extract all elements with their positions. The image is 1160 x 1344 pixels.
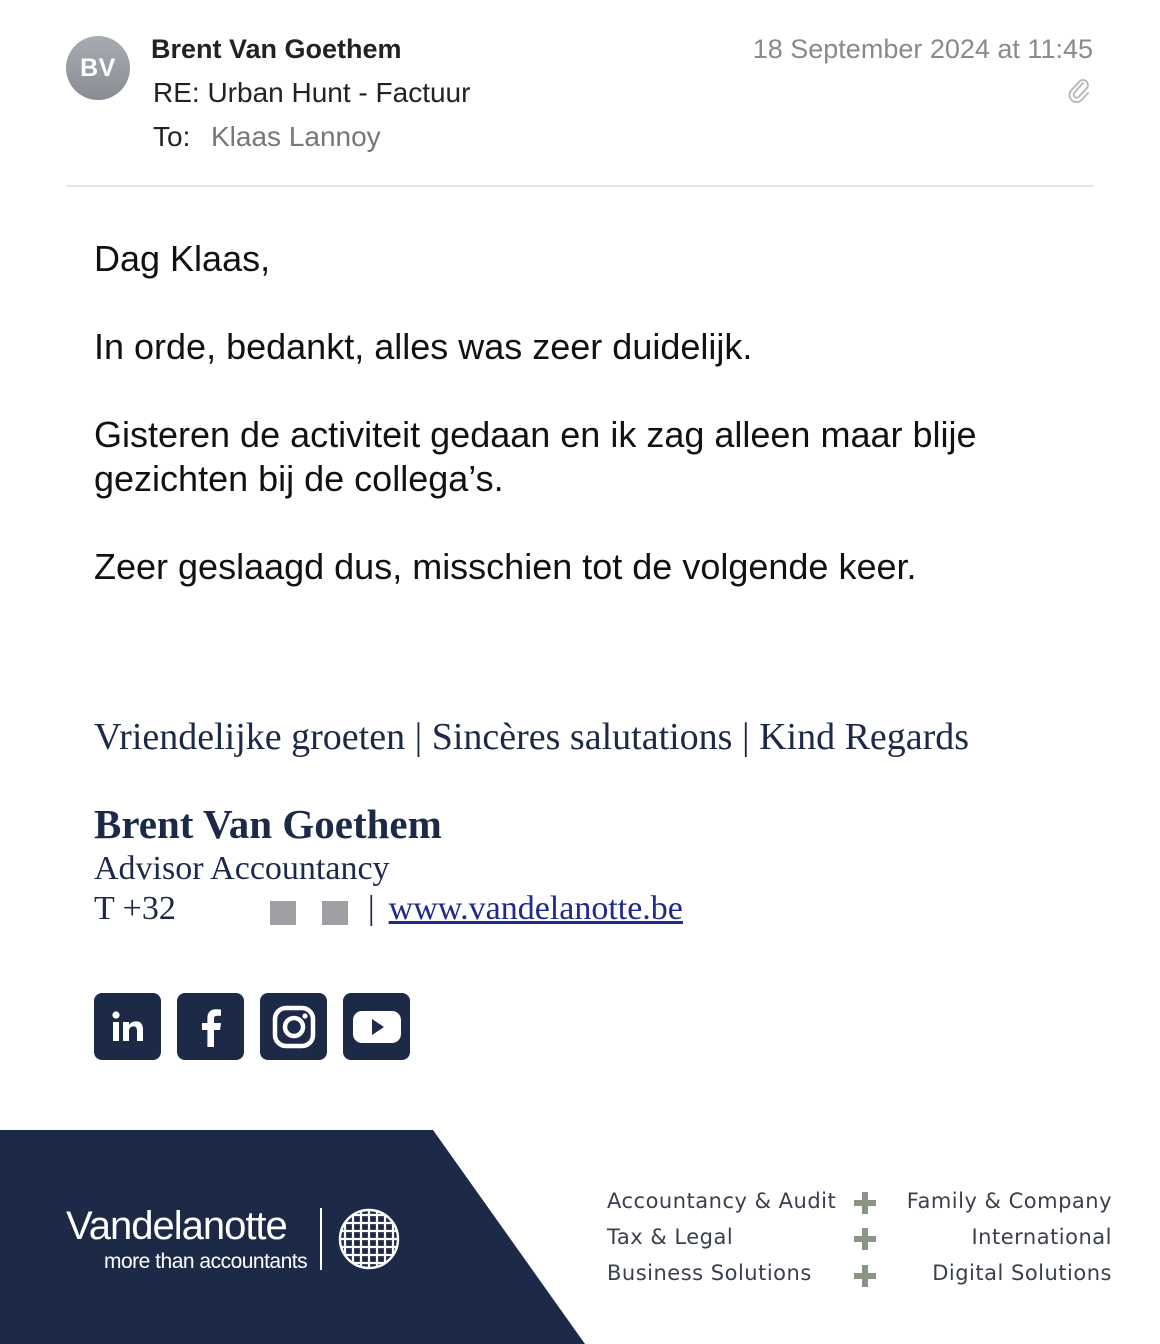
- signature-regards: Vriendelijke groeten | Sincères salutations | Kind Regards: [94, 716, 970, 758]
- signature-role: Advisor Accountancy: [94, 850, 390, 887]
- separator: |: [367, 890, 375, 927]
- redaction-mark: [322, 901, 348, 925]
- website-link[interactable]: www.vandelanotte.be: [388, 890, 683, 927]
- youtube-icon[interactable]: [343, 993, 410, 1060]
- signature-name: Brent Van Goethem: [94, 801, 442, 847]
- service-item: Business Solutions: [607, 1261, 812, 1285]
- plus-icon: [854, 1192, 876, 1214]
- globe-icon: [338, 1208, 400, 1270]
- to-label: To:: [153, 121, 191, 152]
- body-paragraph: Zeer geslaagd dus, misschien tot de volgende keer.: [94, 546, 917, 587]
- company-logo[interactable]: [66, 1204, 308, 1273]
- email-subject: RE: Urban Hunt - Factuur: [153, 77, 471, 108]
- service-item: Family & Company: [906, 1189, 1112, 1213]
- avatar: BV: [66, 36, 130, 100]
- logo-divider: [320, 1208, 322, 1270]
- social-links: [94, 993, 410, 1060]
- body-paragraph: In orde, bedankt, alles was zeer duidelijk.: [94, 326, 753, 367]
- sender-name[interactable]: Brent Van Goethem: [151, 34, 402, 64]
- phone-prefix: T +32: [94, 890, 176, 927]
- email-date: 18 September 2024 at 11:45: [752, 34, 1093, 64]
- recipient-name[interactable]: Klaas Lannoy: [211, 121, 381, 152]
- plus-icon: [854, 1228, 876, 1250]
- service-item: Tax & Legal: [607, 1225, 734, 1249]
- header-divider: [66, 185, 1094, 187]
- logo-wordmark: Vandelanotte: [66, 1204, 287, 1248]
- recipient-row: [153, 121, 381, 153]
- facebook-icon[interactable]: [177, 993, 244, 1060]
- service-item: Digital Solutions: [932, 1261, 1112, 1285]
- logo-tagline: more than accountants: [104, 1250, 308, 1273]
- redaction-mark: [270, 901, 296, 925]
- greeting: Dag Klaas,: [94, 238, 271, 279]
- linkedin-icon[interactable]: [94, 993, 161, 1060]
- signature-phone: [94, 890, 683, 928]
- body-paragraph: Gisteren de activiteit gedaan en ik zag alleen maar blije gezichten bij de collega’s.: [94, 414, 977, 499]
- service-item: Accountancy & Audit: [607, 1189, 837, 1213]
- instagram-icon[interactable]: [260, 993, 327, 1060]
- plus-icon: [854, 1265, 876, 1287]
- service-item: International: [971, 1225, 1112, 1249]
- paperclip-icon[interactable]: [1068, 77, 1090, 103]
